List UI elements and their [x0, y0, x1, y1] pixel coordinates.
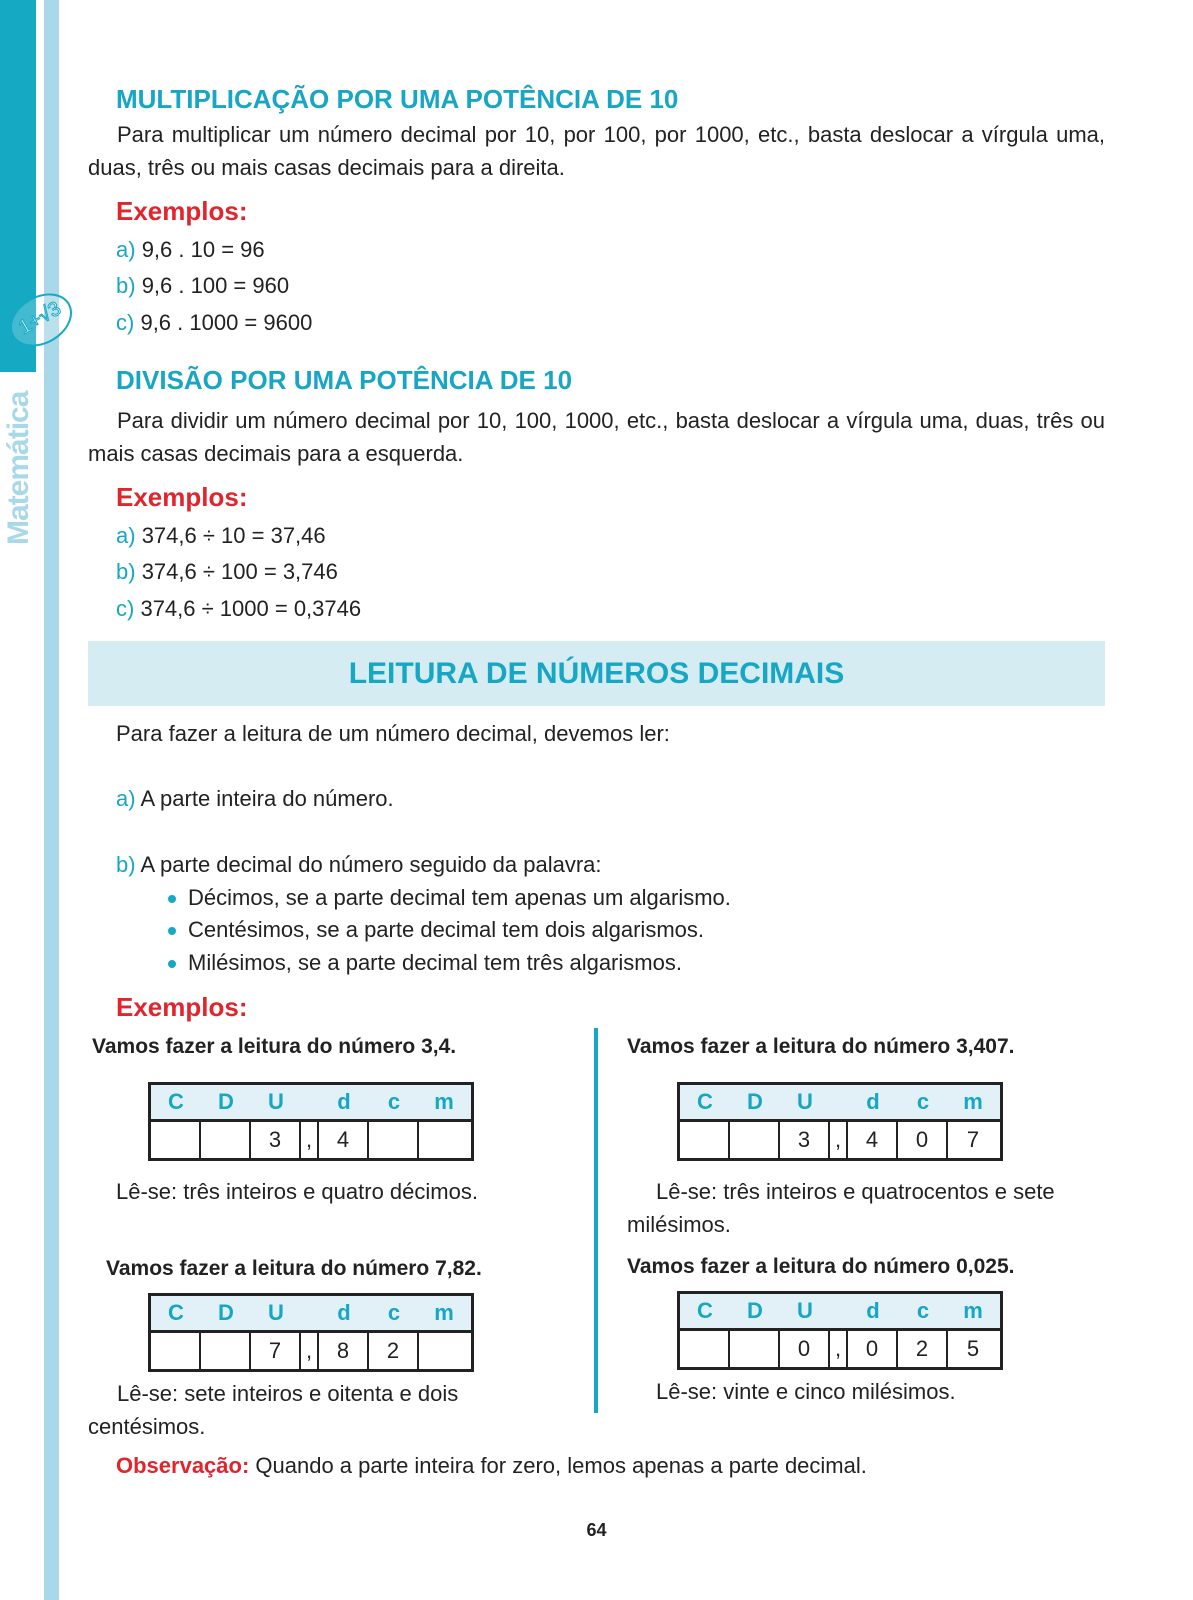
table-cell: [151, 1333, 201, 1369]
place-value-table: [148, 1293, 474, 1372]
reading-text: Lê-se: sete inteiros e oitenta e dois centésimos.: [88, 1381, 459, 1439]
reading-text: Lê-se: vinte e cinco milésimos.: [656, 1379, 956, 1404]
table-cell: 8: [319, 1333, 369, 1369]
table-row: [151, 1333, 471, 1369]
examples-heading: Exemplos:: [116, 992, 248, 1022]
table-cell: [419, 1122, 469, 1158]
intro-text: Para fazer a leitura de um número decimal, devemos ler:: [116, 721, 670, 746]
header-cell: U: [268, 1300, 284, 1325]
table-header: [680, 1294, 1000, 1331]
paragraph: Para dividir um número decimal por 10, 100, 1000, etc., basta deslocar a vírgula uma, duas, três ou mais casas decimais para a esquerda.: [88, 408, 1105, 466]
header-cell: d: [866, 1298, 880, 1323]
item-key: a): [116, 237, 136, 262]
item-value: 374,6 ÷ 10 = 37,46: [141, 523, 326, 548]
observation: [116, 1453, 867, 1479]
header-cell: C: [168, 1089, 184, 1114]
item-key: a): [116, 786, 136, 811]
table-cell: [369, 1122, 419, 1158]
place-value-table: [148, 1082, 474, 1161]
section-title: MULTIPLICAÇÃO POR UMA POTÊNCIA DE 10: [116, 84, 679, 114]
table-cell: [201, 1333, 251, 1369]
table-cell: [151, 1122, 201, 1158]
header-cell: [830, 1085, 848, 1119]
header-cell: [301, 1085, 319, 1119]
example-title: Vamos fazer a leitura do número 7,82.: [106, 1257, 482, 1280]
section-title: DIVISÃO POR UMA POTÊNCIA DE 10: [116, 365, 573, 395]
bullet-item: Centésimos, se a parte decimal tem dois algarismos.: [168, 917, 704, 943]
header-cell: D: [747, 1298, 763, 1323]
place-value-table: [677, 1291, 1003, 1370]
example-item: [116, 523, 326, 549]
table-cell: ,: [830, 1122, 848, 1158]
item-key: c): [116, 310, 135, 335]
table-cell: 4: [319, 1122, 369, 1158]
table-cell: ,: [301, 1122, 319, 1158]
observation-text: Quando a parte inteira for zero, lemos apenas a parte decimal.: [249, 1453, 867, 1478]
table-cell: 5: [966, 1336, 980, 1361]
section-banner: LEITURA DE NÚMEROS DECIMAIS: [88, 641, 1105, 706]
header-cell: [830, 1294, 848, 1328]
header-cell: c: [387, 1089, 401, 1114]
table-cell: ,: [301, 1333, 319, 1369]
header-cell: c: [916, 1298, 930, 1323]
item-value: A parte inteira do número.: [140, 786, 394, 811]
reading-text: Lê-se: três inteiros e quatrocentos e sete milésimos.: [627, 1179, 1055, 1237]
table-cell: 4: [848, 1122, 898, 1158]
table-row: [151, 1122, 471, 1158]
table-cell: 0: [780, 1331, 830, 1367]
table-cell: 3: [780, 1122, 830, 1158]
header-cell: m: [963, 1298, 983, 1323]
table-row: [680, 1122, 1000, 1158]
example-title: Vamos fazer a leitura do número 3,407.: [627, 1035, 1015, 1058]
item-key: c): [116, 596, 135, 621]
header-cell: C: [168, 1300, 184, 1325]
item-value: A parte decimal do número seguido da palavra:: [140, 852, 602, 877]
header-cell: C: [697, 1089, 713, 1114]
header-cell: d: [337, 1089, 351, 1114]
table-cell: 2: [898, 1331, 948, 1367]
header-cell: c: [387, 1300, 401, 1325]
item-key: a): [116, 523, 136, 548]
table-cell: [680, 1331, 730, 1367]
example-item: [116, 596, 361, 622]
example-item: [116, 310, 312, 336]
header-cell: D: [218, 1300, 234, 1325]
page-number: 64: [586, 1520, 607, 1540]
item-value: 9,6 . 100 = 960: [141, 273, 290, 298]
example-item: [116, 273, 289, 299]
header-cell: m: [434, 1300, 454, 1325]
header-cell: C: [697, 1298, 713, 1323]
header-cell: d: [337, 1300, 351, 1325]
example-item: [116, 237, 265, 263]
table-cell: 7: [251, 1333, 301, 1369]
item-value: 374,6 ÷ 100 = 3,746: [141, 559, 338, 584]
item-value: 9,6 . 10 = 96: [141, 237, 265, 262]
examples-heading: Exemplos:: [116, 196, 248, 226]
item-value: 9,6 . 1000 = 9600: [140, 310, 313, 335]
table-cell: 7: [966, 1127, 980, 1152]
table-header: [680, 1085, 1000, 1122]
example-title: Vamos fazer a leitura do número 3,4.: [92, 1035, 457, 1058]
table-cell: 0: [898, 1122, 948, 1158]
header-cell: U: [797, 1298, 813, 1323]
sidebar-stripe: [44, 0, 59, 1600]
bullet-item: Milésimos, se a parte decimal tem três algarismos.: [168, 950, 682, 976]
header-cell: [301, 1296, 319, 1330]
math-logo-icon: 1+√3: [0, 283, 81, 358]
place-value-table: [677, 1082, 1003, 1161]
examples-heading: Exemplos:: [116, 482, 248, 512]
subject-label: Matemática: [2, 391, 35, 545]
header-cell: D: [747, 1089, 763, 1114]
observation-label: Observação:: [116, 1453, 250, 1478]
item-value: 374,6 ÷ 1000 = 0,3746: [140, 596, 362, 621]
table-header: [151, 1296, 471, 1333]
header-cell: D: [218, 1089, 234, 1114]
example-item: [116, 559, 338, 585]
table-cell: [730, 1331, 780, 1367]
paragraph: Para multiplicar um número decimal por 10, por 100, por 1000, etc., basta deslocar a vírgula uma, duas, três ou mais casas decimais para a direita.: [88, 122, 1105, 180]
bullet-item: Décimos, se a parte decimal tem apenas um algarismo.: [168, 885, 731, 911]
rule-b: [116, 852, 602, 878]
item-key: b): [116, 273, 136, 298]
table-cell: 2: [369, 1333, 419, 1369]
table-cell: ,: [830, 1331, 848, 1367]
header-cell: d: [866, 1089, 880, 1114]
table-row: [680, 1331, 1000, 1367]
item-key: b): [116, 852, 136, 877]
column-divider: [594, 1028, 598, 1413]
example-title: Vamos fazer a leitura do número 0,025.: [627, 1255, 1015, 1278]
table-cell: [419, 1333, 469, 1369]
header-cell: U: [797, 1089, 813, 1114]
header-cell: c: [916, 1089, 930, 1114]
table-cell: 0: [848, 1331, 898, 1367]
table-header: [151, 1085, 471, 1122]
table-cell: [730, 1122, 780, 1158]
rule-a: [116, 786, 394, 812]
item-key: b): [116, 559, 136, 584]
table-cell: 3: [251, 1122, 301, 1158]
table-cell: [680, 1122, 730, 1158]
table-cell: [201, 1122, 251, 1158]
header-cell: m: [434, 1089, 454, 1114]
header-cell: U: [268, 1089, 284, 1114]
reading-text: Lê-se: três inteiros e quatro décimos.: [116, 1179, 478, 1204]
header-cell: m: [963, 1089, 983, 1114]
